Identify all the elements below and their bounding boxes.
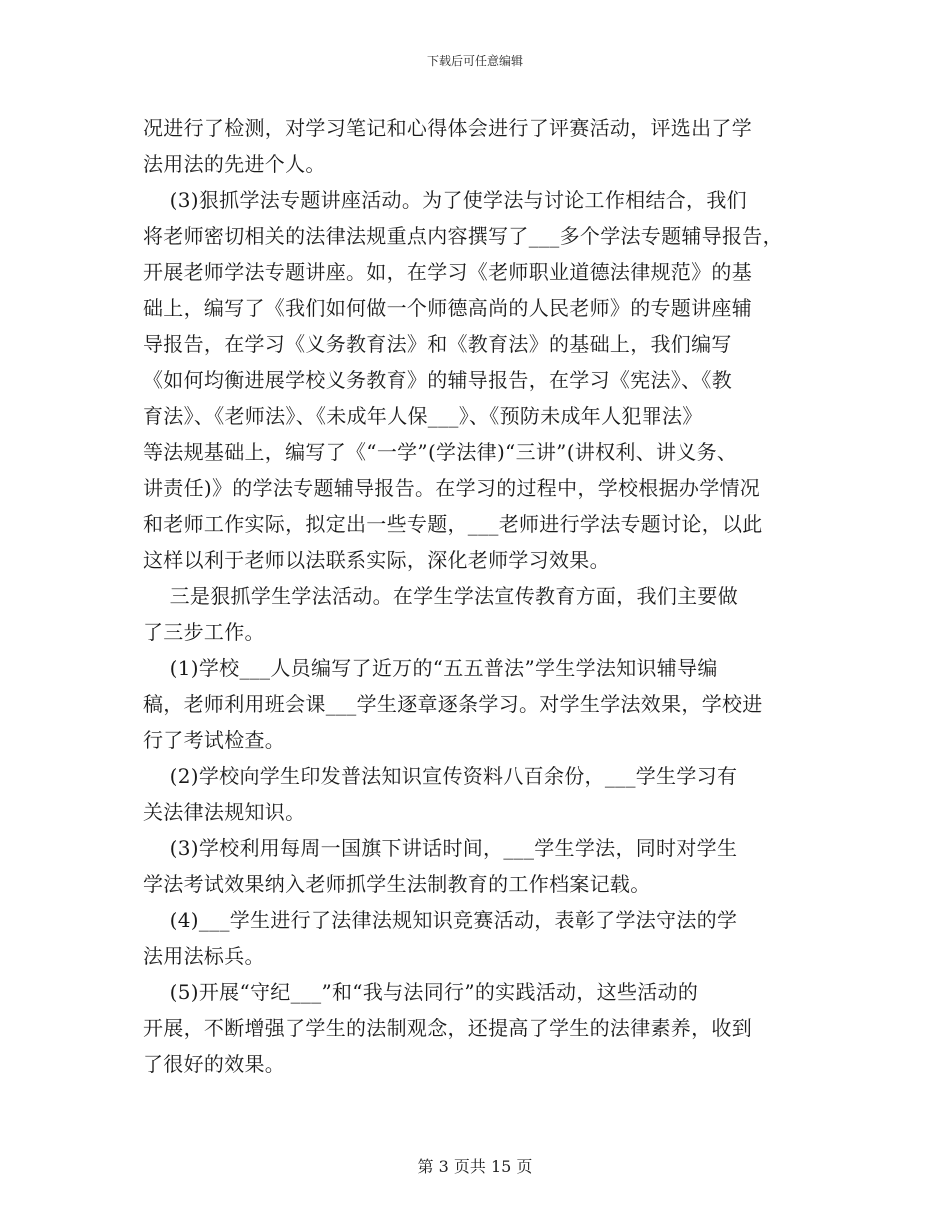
page-footer: 第 3 页共 15 页 — [417, 1157, 533, 1176]
paragraph — [143, 182, 823, 578]
text-line: 了很好的效果。 — [143, 1052, 286, 1076]
text-line: 稿，老师利用班会课___学生逐章逐条学习。对学生学法效果，学校进 — [143, 692, 763, 716]
paragraph — [143, 902, 823, 974]
text-line: 开展老师学法专题讲座。如，在学习《老师职业道德法律规范》的基 — [143, 260, 752, 284]
paragraph — [143, 758, 823, 830]
text-line: 将老师密切相关的法律法规重点内容撰写了___多个学法专题辅导报告， — [143, 224, 783, 248]
text-line: 关法律法规知识。 — [143, 800, 306, 824]
paragraph — [143, 110, 823, 182]
text-line: 《如何均衡进展学校义务教育》的辅导报告，在学习《宪法》、《教 — [143, 368, 732, 392]
text-line: 况进行了检测，对学习笔记和心得体会进行了评赛活动，评选出了学 — [143, 116, 752, 140]
text-line: 育法》、《老师法》、《未成年人保___》、《预防未成年人犯罪法》 — [143, 404, 703, 428]
text-line: 三是狠抓学生学法活动。在学生学法宣传教育方面，我们主要做 — [143, 584, 739, 608]
text-line: 学法考试效果纳入老师抓学生法制教育的工作档案记载。 — [143, 872, 651, 896]
text-line: (5)开展“守纪___”和“我与法同行”的实践活动，这些活动的 — [143, 980, 699, 1004]
text-line: 法用法标兵。 — [143, 944, 265, 968]
text-line: 这样以利于老师以法联系实际，深化老师学习效果。 — [143, 548, 610, 572]
text-line: 础上，编写了《我们如何做一个师德高尚的人民老师》的专题讲座辅 — [143, 296, 752, 320]
text-line: 法用法的先进个人。 — [143, 152, 326, 176]
document-body — [143, 110, 823, 1082]
text-line: (3)学校利用每周一国旗下讲话时间，___学生学法，同时对学生 — [143, 836, 738, 860]
paragraph — [143, 578, 823, 650]
text-line: (4)___学生进行了法律法规知识竞赛活动，表彰了学法守法的学 — [143, 908, 738, 932]
text-line: 开展，不断增强了学生的法制观念，还提高了学生的法律素养，收到 — [143, 1016, 752, 1040]
page-header: 下载后可任意编辑 — [426, 54, 523, 68]
text-line: (2)学校向学生印发普法知识宣传资料八百余份，___学生学习有 — [143, 764, 738, 788]
text-line: 和老师工作实际，拟定出一些专题，___老师进行学法专题讨论，以此 — [143, 512, 763, 536]
text-line: (3)狠抓学法专题讲座活动。为了使学法与讨论工作相结合，我们 — [143, 188, 747, 212]
paragraph — [143, 650, 823, 758]
text-line: 等法规基础上，编写了《“一学”(学法律)“三讲”(讲权利、讲义务、 — [143, 440, 738, 464]
text-line: 行了考试检查。 — [143, 728, 286, 752]
paragraph — [143, 974, 823, 1082]
text-line: 了三步工作。 — [143, 620, 265, 644]
text-line: (1)学校___人员编写了近万的“五五普法”学生学法知识辅导编 — [143, 656, 718, 680]
text-line: 导报告，在学习《义务教育法》和《教育法》的基础上，我们编写 — [143, 332, 732, 356]
paragraph — [143, 830, 823, 902]
text-line: 讲责任)》的学法专题辅导报告。在学习的过程中，学校根据办学情况 — [143, 476, 761, 500]
